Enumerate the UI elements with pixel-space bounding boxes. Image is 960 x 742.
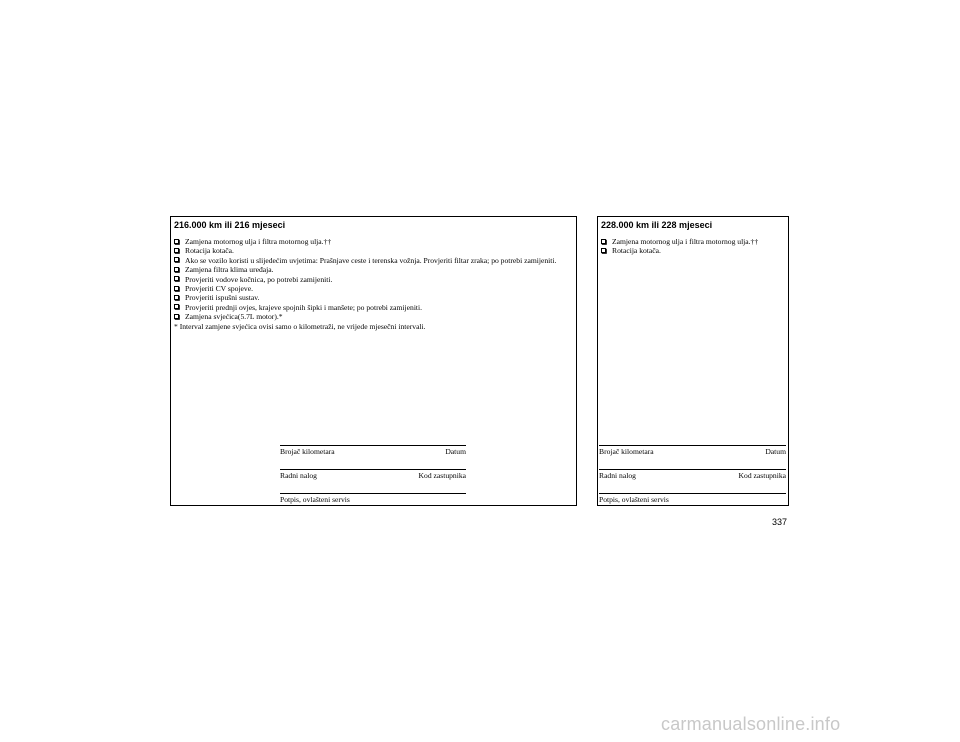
checkbox-icon: [174, 286, 179, 291]
list-item: Rotacija kotača.: [174, 246, 570, 255]
dealer-code-label: Kod zastupnika: [418, 471, 466, 480]
checkbox-icon: [601, 239, 606, 244]
signature-block: [599, 445, 786, 505]
page-number: 337: [772, 517, 788, 527]
list-item: Provjeriti vodove kočnica, po potrebi zamijeniti.: [174, 275, 570, 284]
list-item: Zamjena motornog ulja i filtra motornog ulja.††: [174, 237, 570, 246]
list-item: Provjeriti prednji ovjes, krajeve spojnih šipki i manšete; po potrebi zamijeniti.: [174, 303, 570, 312]
list-item: Provjeriti ispušni sustav.: [174, 293, 570, 302]
checkbox-icon: [174, 248, 179, 253]
task-list: [174, 237, 570, 331]
list-item: Provjeriti CV spojeve.: [174, 284, 570, 293]
signature-line: [280, 493, 466, 505]
date-label: Datum: [445, 447, 466, 456]
checkbox-icon: [174, 276, 179, 281]
list-item: Zamjena motornog ulja i filtra motornog ulja.††: [601, 237, 782, 246]
task-list: [601, 237, 782, 256]
date-label: Datum: [765, 447, 786, 456]
signature-block: [280, 445, 466, 505]
list-item: Ako se vozilo koristi u slijedećim uvjetima: Prašnjave ceste i terenska vožnja. Provjeriti filtar zraka; po potrebi zamijeniti.: [174, 256, 570, 265]
list-item: Rotacija kotača.: [601, 246, 782, 255]
work-order-line: [599, 469, 786, 481]
dealer-code-label: Kod zastupnika: [738, 471, 786, 480]
signature-label: Potpis, ovlašteni servis: [280, 495, 350, 504]
checkbox-icon: [601, 248, 606, 253]
odometer-label: Brojač kilometara: [599, 447, 654, 456]
service-interval-title: 216.000 km ili 216 mjeseci: [174, 220, 286, 230]
work-order-line: [280, 469, 466, 481]
odometer-date-line: [280, 445, 466, 457]
checkbox-icon: [174, 295, 179, 300]
odometer-label: Brojač kilometara: [280, 447, 335, 456]
checkbox-icon: [174, 267, 179, 272]
checkbox-icon: [174, 239, 179, 244]
checkbox-icon: [174, 304, 179, 309]
service-box-228000: [597, 216, 789, 506]
list-item: Zamjena svjećica(5.7L motor).*: [174, 312, 570, 321]
signature-line: [599, 493, 786, 505]
checkbox-icon: [174, 257, 179, 262]
service-interval-title: 228.000 km ili 228 mjeseci: [601, 220, 713, 230]
work-order-label: Radni nalog: [280, 471, 317, 480]
list-item: Zamjena filtra klima uređaja.: [174, 265, 570, 274]
signature-label: Potpis, ovlašteni servis: [599, 495, 669, 504]
odometer-date-line: [599, 445, 786, 457]
checkbox-icon: [174, 314, 179, 319]
footnote: * Interval zamjene svjećica ovisi samo o kilometraži, ne vrijede mjesečni intervali.: [174, 321, 426, 331]
service-box-216000: [170, 216, 577, 506]
watermark: carmanualsonline.info: [661, 714, 841, 734]
work-order-label: Radni nalog: [599, 471, 636, 480]
